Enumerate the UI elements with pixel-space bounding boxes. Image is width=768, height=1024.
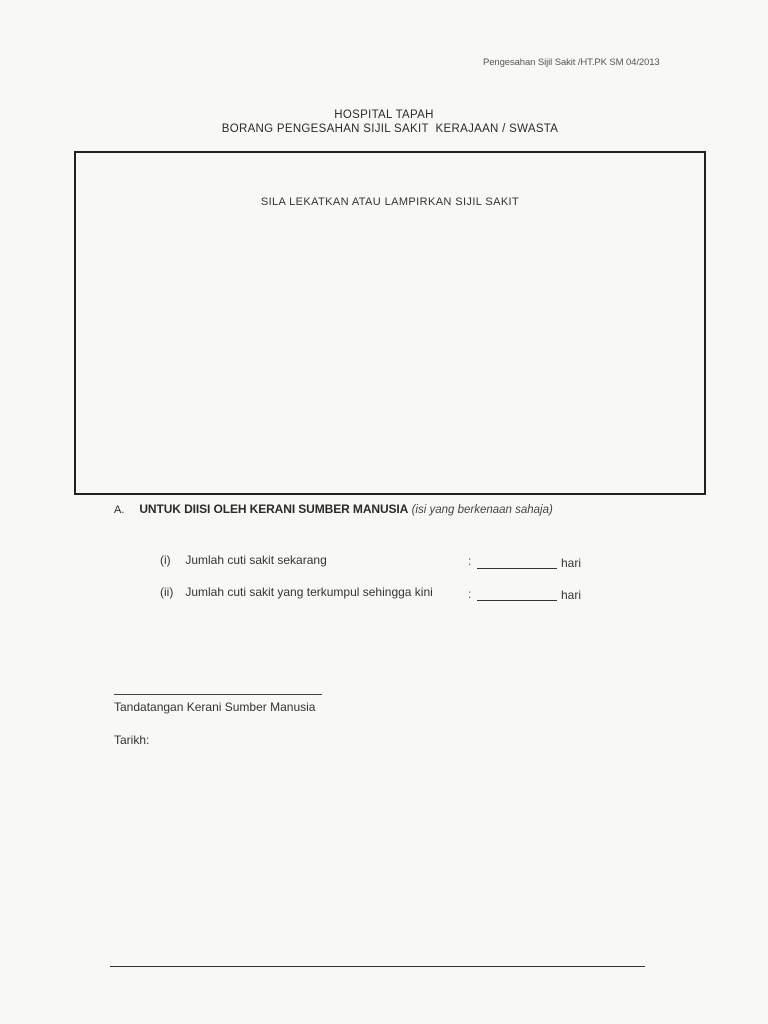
attachment-instruction: SILA LEKATKAN ATAU LAMPIRKAN SIJIL SAKIT <box>260 196 520 208</box>
leave-item-current <box>160 553 327 567</box>
accumulated-leave-days-field[interactable] <box>477 586 557 601</box>
hospital-name: HOSPITAL TAPAH <box>334 109 434 121</box>
section-heading: UNTUK DIISI OLEH KERANI SUMBER MANUSIA <box>139 502 409 516</box>
item-number: (i) <box>160 553 171 567</box>
form-title: BORANG PENGESAHAN SIJIL SAKIT KERAJAAN / SWASTA <box>221 123 559 135</box>
current-leave-days-field[interactable] <box>477 554 557 569</box>
item-label: Jumlah cuti sakit sekarang <box>185 553 327 567</box>
date-label: Tarikh: <box>114 733 150 747</box>
item-unit: hari <box>561 556 582 570</box>
attachment-box[interactable] <box>74 151 706 495</box>
title-block <box>0 108 768 136</box>
bottom-divider <box>110 966 645 967</box>
section-letter: A. <box>114 504 125 516</box>
section-a-header <box>114 502 553 516</box>
item-colon: : <box>468 554 472 568</box>
item-unit: hari <box>561 588 582 602</box>
leave-item-accumulated <box>160 585 433 599</box>
section-note: (isi yang berkenaan sahaja) <box>411 504 553 516</box>
signature-label: Tandatangan Kerani Sumber Manusia <box>114 700 316 714</box>
item-label: Jumlah cuti sakit yang terkumpul sehingga kini <box>185 585 433 599</box>
form-reference: Pengesahan Sijil Sakit /HT.PK SM 04/2013 <box>483 57 660 68</box>
item-number: (ii) <box>160 585 174 599</box>
signature-line[interactable] <box>114 694 322 695</box>
item-colon: : <box>468 587 472 601</box>
